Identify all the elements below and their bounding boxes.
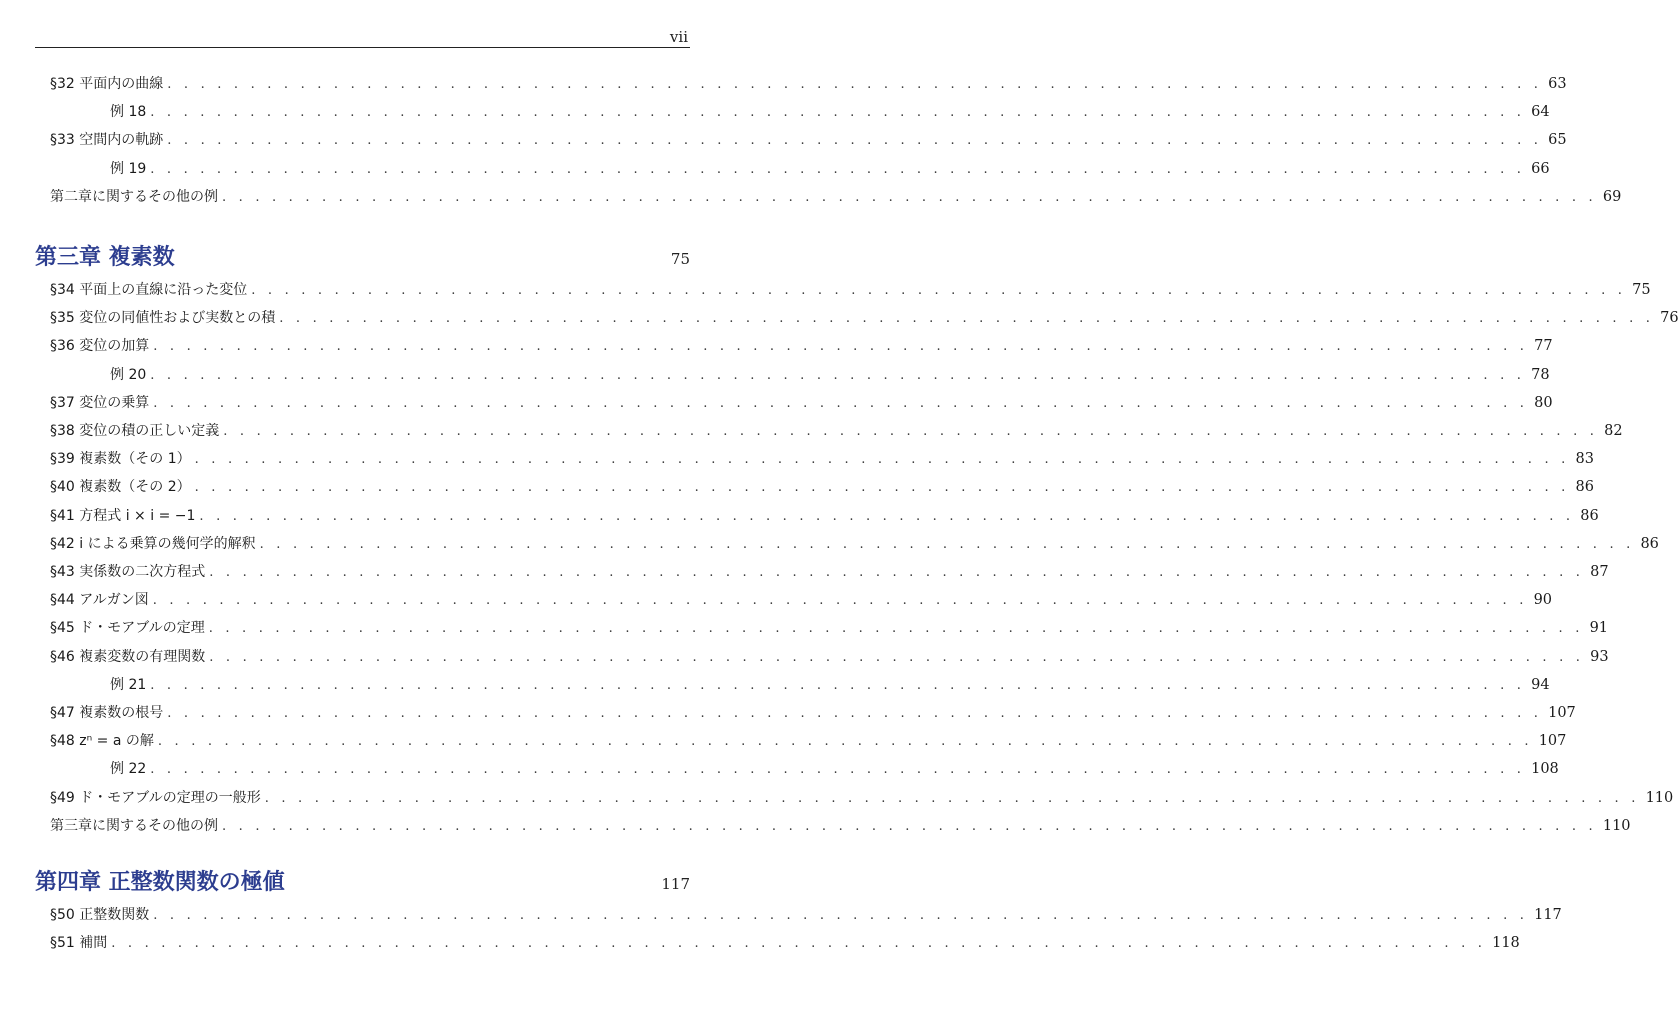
toc-entry-page-number: 107 — [1548, 705, 1576, 721]
toc-entry-page-number: 110 — [1645, 789, 1674, 806]
toc-entry[interactable] — [0, 731, 1567, 751]
toc-entry[interactable] — [0, 562, 1609, 582]
chapter-heading — [35, 240, 690, 274]
dot-leader: . . . . . . . . . . . . . . . . . . . . . . . . . . . . . . . . . . . . . . . . . . . . . . . . . . . . . . . . . . . . . . . . . . . . . . . . . . . . . . . . . . . — [279, 311, 1655, 327]
dot-leader: . . . . . . . . . . . . . . . . . . . . . . . . . . . . . . . . . . . . . . . . . . . . . . . . . . . . . . . . . . . . . . . . . . . . . . . . . . . . . . . . . . . — [222, 818, 1597, 834]
toc-entry[interactable] — [0, 365, 1550, 385]
toc-entry-page-number: 117 — [1534, 907, 1562, 923]
toc-entry-label: §46 複素変数の有理関数 — [50, 648, 206, 665]
toc-entry-label: §50 正整数関数 — [50, 907, 150, 923]
toc-entry[interactable] — [0, 421, 1623, 441]
toc-entry[interactable] — [0, 675, 1550, 695]
toc-entry[interactable] — [0, 308, 1679, 328]
toc-entry-page-number: 75 — [1632, 282, 1651, 298]
toc-entry[interactable] — [0, 280, 1651, 300]
toc-entry[interactable] — [0, 102, 1550, 122]
dot-leader: . . . . . . . . . . . . . . . . . . . . . . . . . . . . . . . . . . . . . . . . . . . . . . . . . . . . . . . . . . . . . . . . . . . . . . . . . . . . . . . . . . . — [150, 762, 1526, 778]
chapter-page-number: 75 — [670, 250, 690, 268]
toc-entry-page-number: 83 — [1575, 451, 1594, 468]
toc-entry[interactable] — [0, 816, 1631, 836]
toc-entry-page-number: 69 — [1602, 188, 1622, 205]
dot-leader: . . . . . . . . . . . . . . . . . . . . . . . . . . . . . . . . . . . . . . . . . . . . . . . . . . . . . . . . . . . . . . . . . . . . . . . . . . . . . . . . . . . — [251, 283, 1627, 298]
dot-leader: . . . . . . . . . . . . . . . . . . . . . . . . . . . . . . . . . . . . . . . . . . . . . . . . . . . . . . . . . . . . . . . . . . . . . . . . . . . . . . . . . . . — [111, 936, 1487, 952]
toc-entry-label: §37 変位の乗算 — [50, 394, 150, 411]
toc-entry-page-number: 78 — [1531, 366, 1550, 383]
toc-entry[interactable] — [0, 74, 1567, 94]
dot-leader: . . . . . . . . . . . . . . . . . . . . . . . . . . . . . . . . . . . . . . . . . . . . . . . . . . . . . . . . . . . . . . . . . . . . . . . . . . . . . . . . . . . — [194, 480, 1570, 496]
toc-entry-label: 第二章に関するその他の例 — [50, 188, 218, 205]
toc-entry-label: 第三章に関するその他の例 — [50, 817, 218, 834]
dot-leader: . . . . . . . . . . . . . . . . . . . . . . . . . . . . . . . . . . . . . . . . . . . . . . . . . . . . . . . . . . . . . . . . . . . . . . . . . . . . . . . . . . . — [167, 77, 1543, 92]
toc-entry-label: §38 変位の積の正しい定義 — [50, 423, 220, 439]
toc-entry[interactable] — [0, 187, 1622, 207]
dot-leader: . . . . . . . . . . . . . . . . . . . . . . . . . . . . . . . . . . . . . . . . . . . . . . . . . . . . . . . . . . . . . . . . . . . . . . . . . . . . . . . . . . . — [153, 339, 1529, 355]
toc-entry[interactable] — [0, 534, 1659, 554]
toc-entry[interactable] — [0, 703, 1576, 723]
toc-entry-label: §42 i による乗算の幾何学的解釈 — [50, 535, 256, 552]
toc-entry[interactable] — [0, 905, 1562, 925]
toc-entry[interactable] — [0, 759, 1559, 779]
toc-entry-page-number: 86 — [1580, 507, 1599, 524]
toc-entry[interactable] — [0, 477, 1594, 497]
chapter-page-number: 117 — [661, 875, 690, 893]
toc-entry[interactable] — [0, 933, 1520, 953]
dot-leader: . . . . . . . . . . . . . . . . . . . . . . . . . . . . . . . . . . . . . . . . . . . . . . . . . . . . . . . . . . . . . . . . . . . . . . . . . . . . . . . . . . . — [152, 593, 1528, 609]
toc-entry-page-number: 64 — [1531, 104, 1550, 121]
toc-entry[interactable] — [0, 393, 1553, 413]
header-rule — [35, 47, 690, 48]
chapter-title: 第四章 正整数関数の極値 — [35, 870, 285, 895]
dot-leader: . . . . . . . . . . . . . . . . . . . . . . . . . . . . . . . . . . . . . . . . . . . . . . . . . . . . . . . . . . . . . . . . . . . . . . . . . . . . . . . . . . . — [150, 161, 1526, 177]
toc-entry-page-number: 110 — [1602, 817, 1631, 834]
toc-entry-page-number: 90 — [1533, 592, 1553, 609]
toc-entry-page-number: 77 — [1534, 338, 1553, 355]
toc-entry-page-number: 87 — [1590, 564, 1609, 580]
toc-entry-label: §48 zⁿ = a の解 — [50, 733, 154, 750]
toc-entry-label: 例 20 — [110, 366, 147, 383]
toc-entry-page-number: 76 — [1660, 310, 1679, 327]
toc-entry[interactable] — [0, 647, 1609, 667]
toc-entry[interactable] — [0, 618, 1609, 638]
toc-entry-label: §34 平面上の直線に沿った変位 — [50, 282, 248, 298]
dot-leader: . . . . . . . . . . . . . . . . . . . . . . . . . . . . . . . . . . . . . . . . . . . . . . . . . . . . . . . . . . . . . . . . . . . . . . . . . . . . . . . . . . . — [153, 395, 1529, 411]
toc-entry-page-number: 86 — [1575, 479, 1594, 496]
dot-leader: . . . . . . . . . . . . . . . . . . . . . . . . . . . . . . . . . . . . . . . . . . . . . . . . . . . . . . . . . . . . . . . . . . . . . . . . . . . . . . . . . . . — [209, 565, 1585, 580]
toc-entry-label: §33 空間内の軌跡 — [50, 132, 164, 149]
dot-leader: . . . . . . . . . . . . . . . . . . . . . . . . . . . . . . . . . . . . . . . . . . . . . . . . . . . . . . . . . . . . . . . . . . . . . . . . . . . . . . . . . . . — [153, 908, 1529, 923]
page-number: vii — [669, 28, 688, 46]
chapter-title: 第三章 複素数 — [35, 245, 175, 270]
toc-entry-page-number: 86 — [1640, 535, 1659, 552]
toc-entry-label: §35 変位の同値性および実数との積 — [50, 310, 276, 327]
toc-entry[interactable] — [0, 449, 1594, 469]
toc-entry-page-number: 80 — [1534, 394, 1553, 411]
toc-entry-page-number: 118 — [1492, 935, 1520, 952]
dot-leader: . . . . . . . . . . . . . . . . . . . . . . . . . . . . . . . . . . . . . . . . . . . . . . . . . . . . . . . . . . . . . . . . . . . . . . . . . . . . . . . . . . . — [209, 649, 1585, 665]
dot-leader: . . . . . . . . . . . . . . . . . . . . . . . . . . . . . . . . . . . . . . . . . . . . . . . . . . . . . . . . . . . . . . . . . . . . . . . . . . . . . . . . . . . — [150, 677, 1526, 693]
toc-entry-label: §41 方程式 i × i = −1 — [50, 507, 196, 524]
toc-entry-label: §32 平面内の曲線 — [50, 76, 164, 92]
dot-leader: . . . . . . . . . . . . . . . . . . . . . . . . . . . . . . . . . . . . . . . . . . . . . . . . . . . . . . . . . . . . . . . . . . . . . . . . . . . . . . . . . . . — [167, 133, 1543, 149]
toc-entry-label: §49 ド・モアブルの定理の一般形 — [50, 789, 261, 806]
toc-entry-label: §45 ド・モアブルの定理 — [50, 620, 205, 637]
toc-entry-label: §44 アルガン図 — [50, 592, 149, 609]
toc-entry[interactable] — [0, 506, 1599, 526]
toc-entry-page-number: 82 — [1604, 423, 1623, 439]
dot-leader: . . . . . . . . . . . . . . . . . . . . . . . . . . . . . . . . . . . . . . . . . . . . . . . . . . . . . . . . . . . . . . . . . . . . . . . . . . . . . . . . . . . — [208, 621, 1584, 637]
toc-entry-page-number: 63 — [1548, 76, 1567, 92]
dot-leader: . . . . . . . . . . . . . . . . . . . . . . . . . . . . . . . . . . . . . . . . . . . . . . . . . . . . . . . . . . . . . . . . . . . . . . . . . . . . . . . . . . . — [264, 790, 1640, 806]
toc-entry-label: §36 変位の加算 — [50, 338, 150, 355]
toc-entry-label: 例 21 — [110, 676, 147, 693]
toc-entry-label: 例 18 — [110, 104, 147, 121]
dot-leader: . . . . . . . . . . . . . . . . . . . . . . . . . . . . . . . . . . . . . . . . . . . . . . . . . . . . . . . . . . . . . . . . . . . . . . . . . . . . . . . . . . . — [194, 452, 1570, 468]
dot-leader: . . . . . . . . . . . . . . . . . . . . . . . . . . . . . . . . . . . . . . . . . . . . . . . . . . . . . . . . . . . . . . . . . . . . . . . . . . . . . . . . . . . — [259, 536, 1635, 552]
toc-entry-label: §39 複素数（その 1） — [50, 451, 191, 468]
toc-entry-page-number: 66 — [1531, 160, 1550, 177]
toc-entry-label: §51 補間 — [50, 935, 108, 952]
toc-entry[interactable] — [0, 590, 1553, 610]
toc-entry-page-number: 91 — [1589, 620, 1609, 637]
chapter-heading — [35, 865, 690, 899]
toc-entry-label: §47 複素数の根号 — [50, 705, 164, 721]
dot-leader: . . . . . . . . . . . . . . . . . . . . . . . . . . . . . . . . . . . . . . . . . . . . . . . . . . . . . . . . . . . . . . . . . . . . . . . . . . . . . . . . . . . — [199, 508, 1575, 524]
dot-leader: . . . . . . . . . . . . . . . . . . . . . . . . . . . . . . . . . . . . . . . . . . . . . . . . . . . . . . . . . . . . . . . . . . . . . . . . . . . . . . . . . . . — [157, 734, 1533, 750]
toc-entry-label: 例 22 — [110, 761, 147, 778]
toc-entry-page-number: 108 — [1531, 761, 1559, 778]
dot-leader: . . . . . . . . . . . . . . . . . . . . . . . . . . . . . . . . . . . . . . . . . . . . . . . . . . . . . . . . . . . . . . . . . . . . . . . . . . . . . . . . . . . — [150, 105, 1526, 121]
toc-entry[interactable] — [0, 130, 1567, 150]
toc-entry-page-number: 107 — [1538, 733, 1567, 750]
toc-entry[interactable] — [0, 159, 1550, 179]
dot-leader: . . . . . . . . . . . . . . . . . . . . . . . . . . . . . . . . . . . . . . . . . . . . . . . . . . . . . . . . . . . . . . . . . . . . . . . . . . . . . . . . . . . — [222, 189, 1597, 205]
toc-entry-page-number: 93 — [1590, 648, 1609, 665]
page-header — [35, 28, 690, 48]
dot-leader: . . . . . . . . . . . . . . . . . . . . . . . . . . . . . . . . . . . . . . . . . . . . . . . . . . . . . . . . . . . . . . . . . . . . . . . . . . . . . . . . . . . — [223, 424, 1599, 439]
toc-entry-label: §40 複素数（その 2） — [50, 479, 191, 496]
toc-entry[interactable] — [0, 336, 1553, 356]
dot-leader: . . . . . . . . . . . . . . . . . . . . . . . . . . . . . . . . . . . . . . . . . . . . . . . . . . . . . . . . . . . . . . . . . . . . . . . . . . . . . . . . . . . — [167, 706, 1543, 721]
dot-leader: . . . . . . . . . . . . . . . . . . . . . . . . . . . . . . . . . . . . . . . . . . . . . . . . . . . . . . . . . . . . . . . . . . . . . . . . . . . . . . . . . . . — [150, 367, 1526, 383]
toc-entry-label: 例 19 — [110, 160, 147, 177]
toc-entry-page-number: 94 — [1531, 676, 1550, 693]
toc-entry-label: §43 実係数の二次方程式 — [50, 564, 206, 580]
toc-entry[interactable] — [0, 788, 1674, 808]
toc-entry-page-number: 65 — [1548, 132, 1567, 149]
